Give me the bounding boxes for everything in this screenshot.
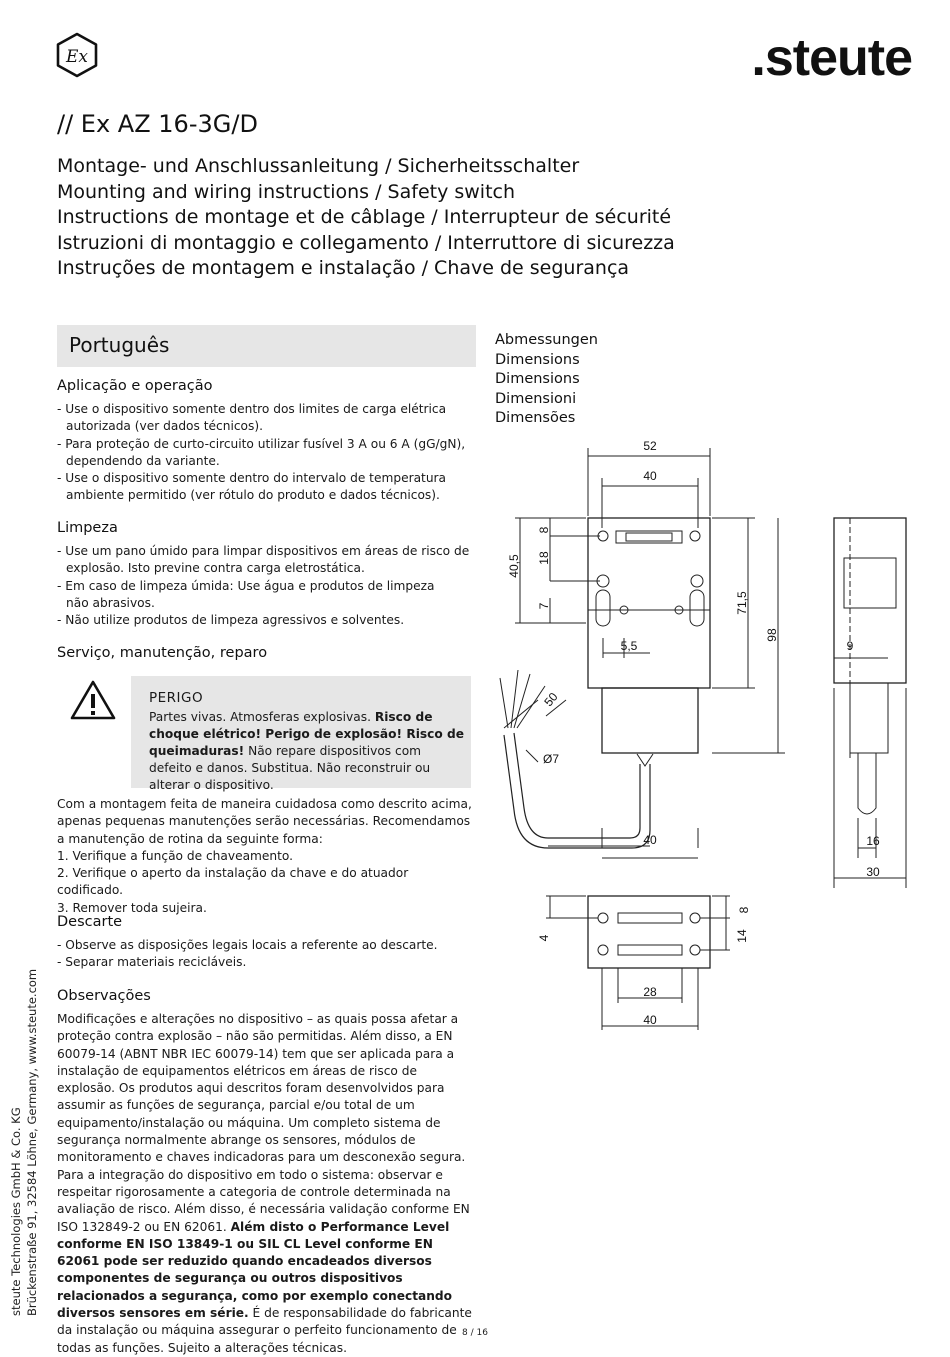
danger-warning-box [131,676,471,792]
cleaning-list [57,543,472,629]
dim-label-40-cable: 40 [643,833,657,847]
dim-label-40: 40 [643,469,657,483]
dim-label-8: 8 [537,526,551,534]
dim-label-9: 9 [846,639,854,653]
section-title-notes: Observações [57,988,151,1004]
list-item: - Observe as disposições legais locais a referente ao descarte. [57,938,438,952]
language-label: Português [69,333,170,357]
dim-label-b40: 40 [643,1013,657,1027]
list-item: - Use o dispositivo somente dentro do intervalo de temperatura ambiente permitido (ver rótulo do produto e dados técnicos). [57,471,447,503]
dim-label-71-5: 71,5 [735,591,749,615]
warning-text: Partes vivas. Atmosferas explosivas. Risco de choque elétrico! Perigo de explosão! Risco de queimaduras! Não repare dispositivos com defeito e danos. Substitua. Não reconstruir ou alterar o dispositivo. [149,710,464,792]
cable-gland [602,688,698,753]
svg-text:Ex: Ex [66,47,88,67]
document-subtitles [57,154,675,282]
list-item: - Em caso de limpeza úmida: Use água e produtos de limpeza não abrasivos. [57,578,435,610]
list-item: - Para proteção de curto-circuito utilizar fusível 3 A ou 6 A (gG/gN), dependendo da variante. [57,436,466,468]
section-title-disposal: Descarte [57,914,123,930]
dimensions-label-de: Abmessungen [495,332,598,348]
dim-label-b8: 8 [737,906,751,914]
company-name: steute Technologies GmbH & Co. KG [9,1107,23,1316]
dim-label-diameter-7: Ø7 [543,752,560,766]
list-item: - Use o dispositivo somente dentro dos limites de carga elétrica autorizada (ver dados técnicos). [57,402,447,434]
subtitle-en: Mounting and wiring instructions / Safety switch [57,180,516,203]
page-number: 8 / 16 [462,1328,488,1338]
dim-label-30: 30 [866,865,880,879]
side-footer [8,968,48,1320]
dim-label-18: 18 [537,551,551,565]
section-title-service: Serviço, manutenção, reparo [57,645,268,661]
brand-logo: .steute [751,29,912,87]
warning-title: PERIGO [149,690,204,706]
list-item: 1. Verifique a função de chaveamento. [57,848,294,863]
product-title: // Ex AZ 16-3G/D [57,110,258,138]
dimensions-heading [495,331,598,429]
ex-hexagon-logo [54,32,100,78]
list-item: 3. Remover toda sujeira. [57,900,207,915]
dim-label-52: 52 [643,439,657,453]
dimensions-label-it: Dimensioni [495,390,577,407]
language-bar [57,325,476,367]
subtitle-de: Montage- und Anschlussanleitung / Sicherheitsschalter [57,155,580,177]
list-item: - Separar materiais recicláveis. [57,955,247,970]
list-item: - Use um pano úmido para limpar dispositivos em áreas de risco de explosão. Isto previne contra carga eletrostática. [57,544,470,576]
dim-label-5-5: 5,5 [620,639,638,653]
dim-label-7: 7 [537,602,551,610]
warning-triangle-icon [70,679,116,721]
subtitle-it: Istruzioni di montaggio e collegamento / Interruttore di sicurezza [57,231,675,254]
section-title-application: Aplicação e operação [57,378,213,394]
list-item: - Não utilize produtos de limpeza agressivos e solventes. [57,613,405,628]
disposal-list [57,937,472,972]
dim-label-50: 50 [541,689,561,710]
dim-label-b28: 28 [643,985,657,999]
dimensions-label-fr: Dimensions [495,371,580,388]
maintenance-text [57,796,472,917]
subtitle-fr: Instructions de montage et de câblage / Interrupteur de sécurité [57,206,672,228]
dim-label-98: 98 [765,628,779,642]
dimensions-label-en: Dimensions [495,351,580,368]
maintenance-intro: Com a montagem feita de maneira cuidadosa como descrito acima, apenas pequenas manutenções serão necessárias. Recomendamos a manutenção de rotina da seguinte forma: [57,797,472,846]
company-address: Brückenstraße 91, 32584 Löhne, Germany, www.steute.com [25,968,39,1316]
list-item: 2. Verifique o aperto da instalação da chave e do atuador codificado. [57,866,409,898]
dimension-drawing [490,438,930,1038]
dimensions-label-pt: Dimensões [495,410,576,427]
notes-text: Modificações e alterações no dispositivo – as quais possa afetar a proteção contra explosão – não são permitidas. Além disso, a EN 60079-14 (ABNT NBR IEC 60079-14) tem que ser aplicada para a instalação de equipamentos elétricos em áreas de risco de explosão. Os produtos aqui descritos foram desenvolvidos para assumir as funções de segurança, parcial e/ou total de um equipamento/instalação ou máquina. Um completo sistema de segurança normalmente abrange os sensores, módulos de monitoramento e chaves indicadoras para um desconexão segura. Para a integração do dispositivo em todo o sistema: observar e respeitar rigorosamente a categoria de controle determinada na avaliação de risco. Além disso, é necessária validação conforme EN ISO 132849-2 ou EN 62061. Além disto o Performance Level conforme EN ISO 13849-1 ou SIL CL Level conforme EN 62061 pode ser reduzido quando encadeados diversos componentes de segurança ou outros dispositivos relacionados a segurança, como por exemplo conectando diversos sensores em série. É de responsabilidade do fabricante da instalação ou máquina assegurar o perfeito funcionamento de todas as funções. Sujeito a alterações técnicas. [57,1012,472,1355]
dim-label-16: 16 [866,834,880,848]
application-list [57,401,472,505]
dim-label-b4: 4 [537,934,551,942]
dim-label-40-5: 40,5 [507,554,521,578]
section-title-cleaning: Limpeza [57,520,118,536]
dim-label-b14: 14 [735,929,749,943]
subtitle-pt: Instruções de montagem e instalação / Chave de segurança [57,257,630,279]
